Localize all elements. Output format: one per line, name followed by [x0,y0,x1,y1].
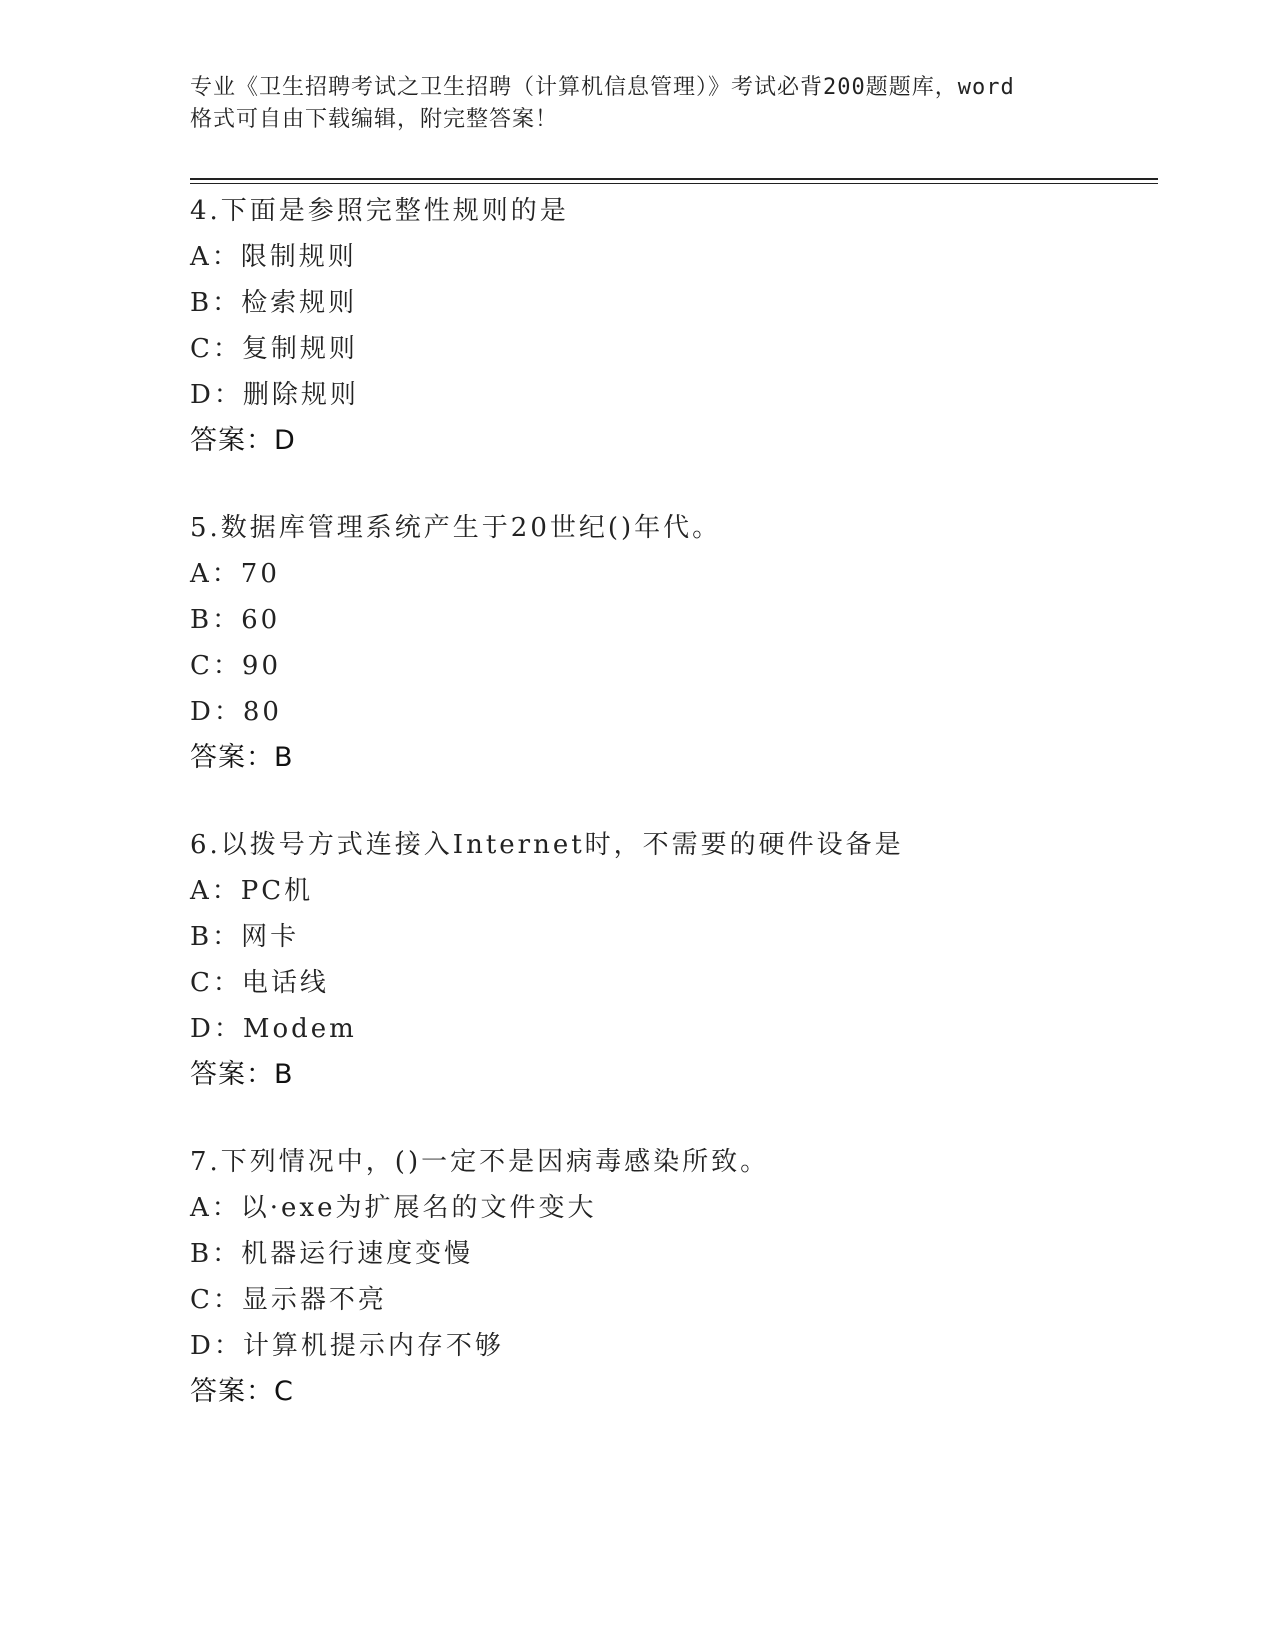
question-item [190,505,1150,781]
answer-value: B [274,742,294,773]
option-text: 以·exe为扩展名的文件变大 [240,1193,597,1223]
question-stem: 6.以拨号方式连接入Internet时，不需要的硬件设备是 [190,830,904,860]
option-a [190,234,1150,280]
option-text: 检索规则 [241,288,358,318]
header-line-1: 专业《卫生招聘考试之卫生招聘（计算机信息管理）》考试必背200题题库，word [190,75,1015,100]
option-text: Modem [242,1014,357,1044]
option-letter: D： [190,1014,243,1044]
option-letter: C： [190,651,242,681]
option-b [190,914,1150,960]
answer-value: B [274,1059,294,1090]
answer-value: C [274,1376,294,1407]
option-text: 90 [241,651,281,681]
option-d [190,1323,1150,1369]
header-divider-thin [190,183,1158,184]
option-text: 机器运行速度变慢 [241,1239,474,1269]
option-text: 删除规则 [242,380,359,410]
option-text: 60 [241,605,281,635]
option-c [190,643,1150,689]
option-a [190,868,1150,914]
option-d [190,1006,1150,1052]
option-text: 电话线 [241,968,329,998]
option-text: 70 [240,559,280,589]
option-a [190,1185,1150,1231]
header-line-2: 格式可自由下载编辑，附完整答案！ [190,107,559,132]
answer-line [190,735,1150,781]
option-letter: D： [190,697,243,727]
option-d [190,372,1150,418]
answer-label: 答案： [190,742,274,773]
question-item [190,1139,1150,1415]
option-a [190,551,1150,597]
answer-line [190,418,1150,464]
option-d [190,689,1150,735]
option-text: 计算机提示内存不够 [242,1331,504,1361]
option-text: 限制规则 [240,242,357,272]
option-letter: C： [190,334,242,364]
option-letter: B： [190,1239,242,1269]
question-stem: 5.数据库管理系统产生于20世纪()年代。 [190,513,722,543]
option-text: 复制规则 [241,334,358,364]
option-c [190,960,1150,1006]
option-letter: C： [190,1285,242,1315]
option-text: 网卡 [241,922,300,952]
answer-label: 答案： [190,1376,274,1407]
option-text: 显示器不亮 [241,1285,387,1315]
answer-line [190,1369,1150,1415]
option-c [190,326,1150,372]
option-letter: A： [190,559,241,589]
option-letter: D： [190,380,243,410]
option-letter: B： [190,288,242,318]
question-stem: 4.下面是参照完整性规则的是 [190,196,569,226]
option-letter: B： [190,922,242,952]
option-letter: A： [190,876,241,906]
option-letter: A： [190,1193,241,1223]
option-letter: A： [190,242,241,272]
option-b [190,597,1150,643]
option-b [190,280,1150,326]
option-text: PC机 [240,876,314,906]
answer-value: D [274,425,296,456]
option-letter: C： [190,968,242,998]
question-list [190,188,1150,1456]
option-c [190,1277,1150,1323]
question-item [190,188,1150,464]
option-letter: D： [190,1331,243,1361]
document-header [190,72,1090,136]
answer-label: 答案： [190,425,274,456]
question-item [190,822,1150,1098]
answer-label: 答案： [190,1059,274,1090]
option-text: 80 [242,697,282,727]
answer-line [190,1052,1150,1098]
question-stem: 7.下列情况中，()一定不是因病毒感染所致。 [190,1147,770,1177]
option-letter: B： [190,605,242,635]
header-divider-thick [190,178,1158,180]
option-b [190,1231,1150,1277]
